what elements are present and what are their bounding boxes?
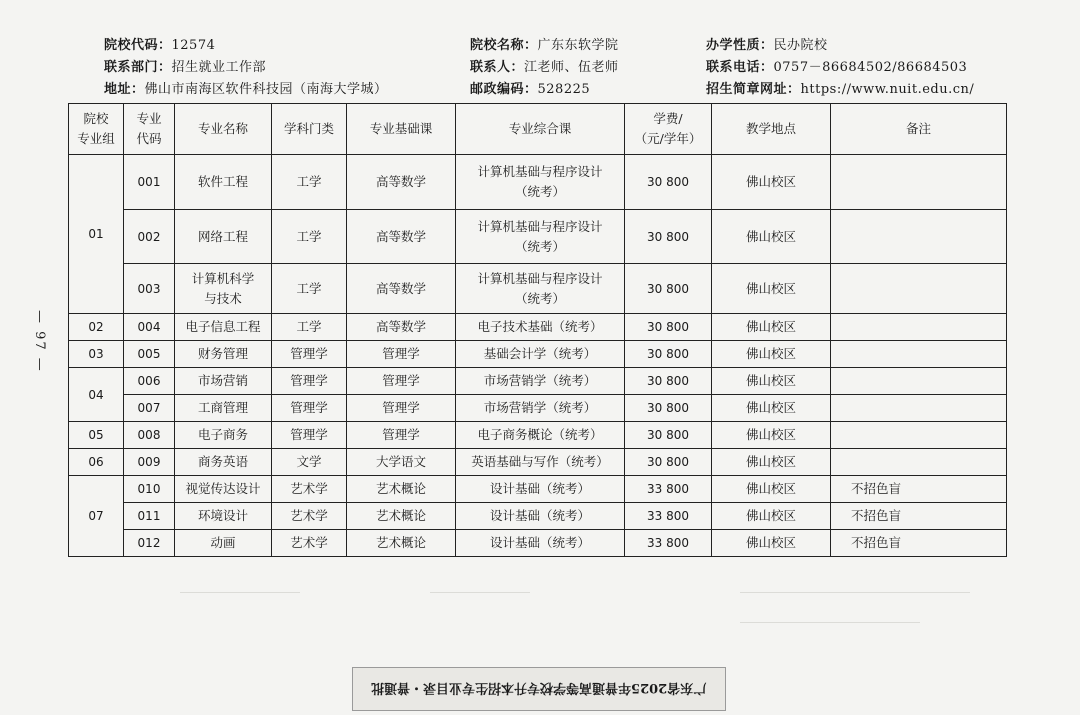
teaching-location: 佛山校区	[712, 422, 831, 449]
institution-nature-label: 办学性质：	[706, 38, 774, 53]
teaching-location: 佛山校区	[712, 341, 831, 368]
teaching-location: 佛山校区	[712, 395, 831, 422]
contact-department-value: 招生就业工作部	[171, 60, 267, 75]
tuition-fee: 30 800	[625, 449, 712, 476]
comprehensive-course: 设计基础（统考）	[456, 503, 625, 530]
comprehensive-course: 计算机基础与程序设计 （统考）	[456, 264, 625, 314]
postcode-value: 528225	[537, 82, 591, 97]
remark	[831, 368, 1007, 395]
header-basic: 专业基础课	[347, 104, 456, 155]
major-category: 艺术学	[272, 503, 347, 530]
major-code: 005	[124, 341, 175, 368]
major-category: 管理学	[272, 395, 347, 422]
website-value: https://www.nuit.edu.cn/	[800, 82, 975, 97]
website-label: 招生简章网址：	[706, 82, 801, 97]
table-row	[69, 476, 1007, 503]
major-code: 002	[124, 210, 175, 264]
institution-name-label: 院校名称：	[470, 38, 538, 53]
contact-person	[470, 56, 619, 75]
header-note: 备注	[831, 104, 1007, 155]
bleed-through-line	[180, 592, 300, 593]
table-row	[69, 395, 1007, 422]
teaching-location: 佛山校区	[712, 476, 831, 503]
major-code: 010	[124, 476, 175, 503]
header-group: 院校 专业组	[69, 104, 124, 155]
major-name: 软件工程	[175, 155, 272, 210]
major-code: 003	[124, 264, 175, 314]
major-name: 视觉传达设计	[175, 476, 272, 503]
major-category: 管理学	[272, 341, 347, 368]
comprehensive-course: 设计基础（统考）	[456, 476, 625, 503]
major-code: 009	[124, 449, 175, 476]
header-category: 学科门类	[272, 104, 347, 155]
comprehensive-course: 市场营销学（统考）	[456, 368, 625, 395]
remark	[831, 341, 1007, 368]
major-name: 网络工程	[175, 210, 272, 264]
remark	[831, 155, 1007, 210]
teaching-location: 佛山校区	[712, 530, 831, 557]
website	[706, 78, 974, 97]
comprehensive-course: 基础会计学（统考）	[456, 341, 625, 368]
address-label: 地址：	[104, 82, 145, 97]
bleed-through-line	[430, 592, 530, 593]
basic-course: 高等数学	[347, 264, 456, 314]
teaching-location: 佛山校区	[712, 155, 831, 210]
table-row	[69, 530, 1007, 557]
tuition-fee: 30 800	[625, 210, 712, 264]
header-location: 教学地点	[712, 104, 831, 155]
major-name: 计算机科学 与技术	[175, 264, 272, 314]
table-header-row	[69, 104, 1007, 155]
basic-course: 管理学	[347, 395, 456, 422]
table-row	[69, 368, 1007, 395]
remark	[831, 314, 1007, 341]
teaching-location: 佛山校区	[712, 314, 831, 341]
remark	[831, 449, 1007, 476]
comprehensive-course: 电子商务概论（统考）	[456, 422, 625, 449]
bleed-through-line	[740, 622, 920, 623]
remark	[831, 264, 1007, 314]
bleed-through-line	[740, 592, 970, 593]
comprehensive-course: 设计基础（统考）	[456, 530, 625, 557]
footer-banner-text: 广东省2025年普通高等学校专升本招生专业目录・普通批	[371, 679, 707, 695]
contact-phone-label: 联系电话：	[706, 60, 774, 75]
major-code: 006	[124, 368, 175, 395]
major-code: 004	[124, 314, 175, 341]
remark	[831, 395, 1007, 422]
tuition-fee: 33 800	[625, 503, 712, 530]
major-category: 管理学	[272, 422, 347, 449]
page-number: — 97 —	[32, 310, 47, 373]
tuition-fee: 30 800	[625, 264, 712, 314]
contact-department-label: 联系部门：	[104, 60, 172, 75]
remark	[831, 422, 1007, 449]
postcode-label: 邮政编码：	[470, 82, 538, 97]
institution-code	[104, 34, 215, 53]
group-cell: 02	[69, 314, 124, 341]
major-name: 动画	[175, 530, 272, 557]
major-name: 电子商务	[175, 422, 272, 449]
major-name: 商务英语	[175, 449, 272, 476]
table-row	[69, 155, 1007, 210]
basic-course: 管理学	[347, 422, 456, 449]
contact-person-label: 联系人：	[470, 60, 525, 75]
comprehensive-course: 市场营销学（统考）	[456, 395, 625, 422]
basic-course: 艺术概论	[347, 503, 456, 530]
teaching-location: 佛山校区	[712, 503, 831, 530]
major-name: 财务管理	[175, 341, 272, 368]
major-category: 艺术学	[272, 476, 347, 503]
tuition-fee: 30 800	[625, 422, 712, 449]
group-cell: 01	[69, 155, 124, 314]
contact-person-value: 江老师、伍老师	[524, 60, 619, 75]
tuition-fee: 30 800	[625, 368, 712, 395]
table-row	[69, 341, 1007, 368]
institution-nature-value: 民办院校	[773, 38, 828, 53]
major-code: 008	[124, 422, 175, 449]
institution-name-value: 广东东软学院	[537, 38, 619, 53]
remark: 不招色盲	[831, 476, 1007, 503]
comprehensive-course: 英语基础与写作（统考）	[456, 449, 625, 476]
footer-banner	[352, 667, 726, 711]
major-category: 工学	[272, 155, 347, 210]
group-cell: 05	[69, 422, 124, 449]
major-code: 012	[124, 530, 175, 557]
table-row	[69, 314, 1007, 341]
major-name: 电子信息工程	[175, 314, 272, 341]
remark: 不招色盲	[831, 530, 1007, 557]
teaching-location: 佛山校区	[712, 449, 831, 476]
majors-table	[68, 103, 1007, 557]
teaching-location: 佛山校区	[712, 368, 831, 395]
header-comprehensive: 专业综合课	[456, 104, 625, 155]
header-code: 专业 代码	[124, 104, 175, 155]
basic-course: 大学语文	[347, 449, 456, 476]
address	[104, 78, 388, 97]
table-row	[69, 210, 1007, 264]
contact-phone-value: 0757－86684502/86684503	[773, 60, 968, 75]
group-cell: 07	[69, 476, 124, 557]
header-fee: 学费/ （元/学年）	[625, 104, 712, 155]
major-category: 艺术学	[272, 530, 347, 557]
basic-course: 艺术概论	[347, 476, 456, 503]
major-category: 工学	[272, 314, 347, 341]
teaching-location: 佛山校区	[712, 264, 831, 314]
remark	[831, 210, 1007, 264]
table-row	[69, 264, 1007, 314]
contact-phone	[706, 56, 967, 75]
basic-course: 高等数学	[347, 210, 456, 264]
major-code: 011	[124, 503, 175, 530]
postcode	[470, 78, 590, 97]
contact-department	[104, 56, 266, 75]
basic-course: 高等数学	[347, 155, 456, 210]
major-category: 工学	[272, 264, 347, 314]
major-name: 工商管理	[175, 395, 272, 422]
comprehensive-course: 计算机基础与程序设计 （统考）	[456, 155, 625, 210]
table-row	[69, 449, 1007, 476]
basic-course: 管理学	[347, 341, 456, 368]
group-cell: 04	[69, 368, 124, 422]
major-code: 007	[124, 395, 175, 422]
tuition-fee: 33 800	[625, 530, 712, 557]
header-name: 专业名称	[175, 104, 272, 155]
tuition-fee: 30 800	[625, 341, 712, 368]
basic-course: 管理学	[347, 368, 456, 395]
tuition-fee: 33 800	[625, 476, 712, 503]
major-category: 文学	[272, 449, 347, 476]
institution-code-label: 院校代码：	[104, 38, 172, 53]
institution-code-value: 12574	[171, 38, 216, 53]
teaching-location: 佛山校区	[712, 210, 831, 264]
table-row	[69, 503, 1007, 530]
tuition-fee: 30 800	[625, 395, 712, 422]
institution-name	[470, 34, 619, 53]
group-cell: 03	[69, 341, 124, 368]
comprehensive-course: 计算机基础与程序设计 （统考）	[456, 210, 625, 264]
tuition-fee: 30 800	[625, 314, 712, 341]
major-code: 001	[124, 155, 175, 210]
group-cell: 06	[69, 449, 124, 476]
major-category: 管理学	[272, 368, 347, 395]
major-category: 工学	[272, 210, 347, 264]
address-value: 佛山市南海区软件科技园（南海大学城）	[144, 82, 388, 97]
major-name: 市场营销	[175, 368, 272, 395]
comprehensive-course: 电子技术基础（统考）	[456, 314, 625, 341]
major-name: 环境设计	[175, 503, 272, 530]
basic-course: 高等数学	[347, 314, 456, 341]
basic-course: 艺术概论	[347, 530, 456, 557]
institution-nature	[706, 34, 828, 53]
remark: 不招色盲	[831, 503, 1007, 530]
table-row	[69, 422, 1007, 449]
tuition-fee: 30 800	[625, 155, 712, 210]
table-body	[69, 155, 1007, 557]
